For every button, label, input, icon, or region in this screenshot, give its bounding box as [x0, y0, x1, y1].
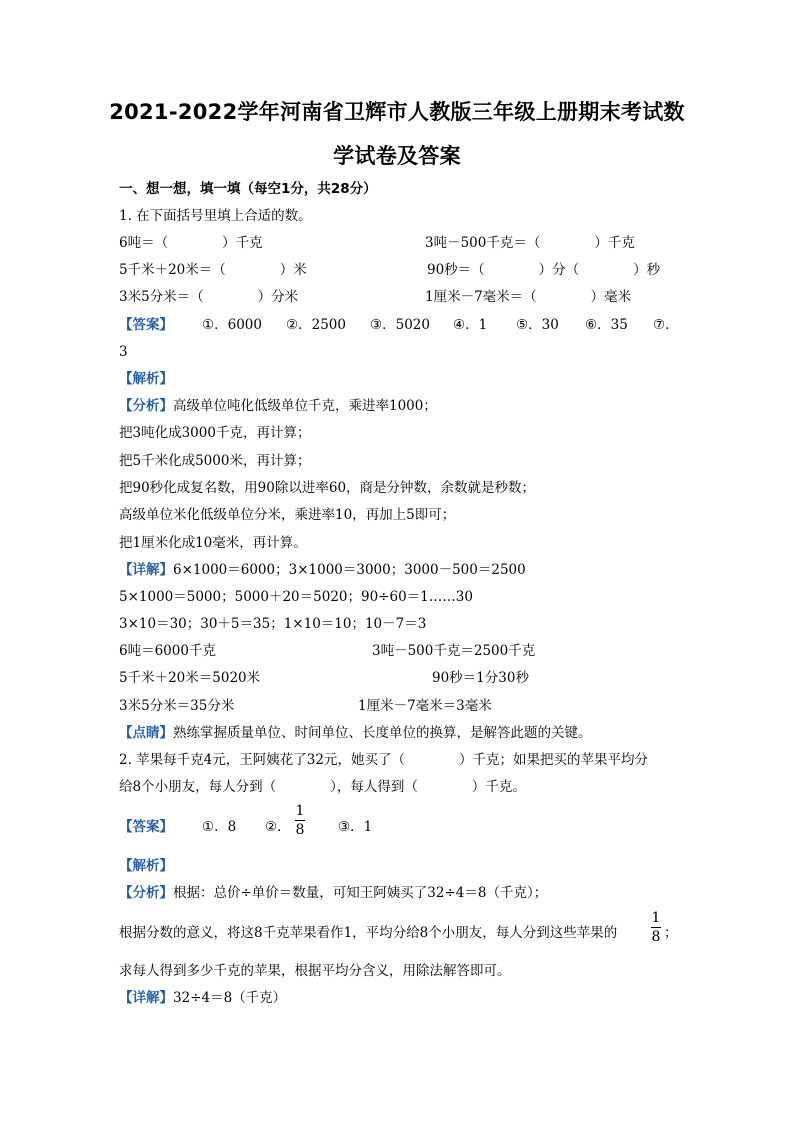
q1-result3-right: 1厘米－7毫米＝3毫米	[358, 698, 492, 714]
q2-fenxi-fraction	[651, 910, 661, 945]
q1-xiangjie-line1: 【详解】6×1000＝6000；3×1000＝3000；3000－500＝2500	[119, 562, 526, 578]
q2-answer-2-fraction	[295, 803, 305, 838]
document-title-line2: 学试卷及答案	[333, 144, 461, 168]
q2-answer-tag: 【答案】	[119, 819, 173, 835]
q2-xiangjie-line1: 【详解】32÷4＝8（千克）	[119, 990, 287, 1006]
q2-xiangjie-tag: 【详解】	[119, 990, 173, 1006]
q1-xiangjie-tag: 【详解】	[119, 562, 173, 578]
q1-answer-7: ⑦．	[653, 317, 679, 333]
q1-result2-left: 5千米＋20米＝5020米	[119, 670, 261, 686]
fraction-denominator: 8	[651, 929, 661, 945]
q1-row1-left: 6吨＝（ ）千克	[119, 235, 263, 251]
q1-fenxi-tag: 【分析】	[119, 398, 173, 414]
q1-row3-left: 3米5分米＝（ ）分米	[119, 289, 299, 305]
q1-answer-1: ①．6000	[202, 317, 262, 333]
q1-answer-2: ②．2500	[286, 317, 346, 333]
q1-result1-right: 3吨－500千克＝2500千克	[372, 643, 536, 659]
q2-answer-3: ③．1	[338, 819, 373, 835]
q1-answer-4: ④．1	[453, 317, 488, 333]
q2-stem-line1: 2. 苹果每千克4元，王阿姨花了32元，她买了（ ）千克；如果把买的苹果平均分	[119, 752, 648, 768]
q1-fenxi-line2: 把3吨化成3000千克，再计算；	[119, 425, 311, 441]
fraction-bar	[295, 820, 305, 821]
q1-fenxi-line4: 把90秒化成复名数，用90除以进率60，商是分钟数，余数就是秒数；	[119, 480, 536, 496]
q2-analysis-tag: 【解析】	[119, 858, 173, 874]
q2-answer-1: ①．8	[202, 819, 237, 835]
q1-answer-tag: 【答案】	[119, 317, 173, 333]
q1-answer-3: ③．5020	[370, 317, 430, 333]
q1-stem: 1. 在下面括号里填上合适的数。	[119, 208, 312, 224]
document-title-line1: 2021-2022学年河南省卫辉市人教版三年级上册期末考试数	[109, 100, 685, 124]
q2-fenxi-line3: 求每人得到多少千克的苹果，根据平均分含义，用除法解答即可。	[119, 963, 511, 979]
q1-row2-left: 5千米＋20米＝（ ）米	[119, 262, 307, 278]
q1-dianjing-tag: 【点睛】	[119, 725, 173, 741]
q1-xiangjie-line2: 5×1000＝5000；5000＋20＝5020；90÷60＝1……30	[119, 589, 473, 605]
q2-answer-2-prefix: ②．	[265, 819, 291, 835]
q2-fenxi-line2-end: ；	[664, 925, 678, 941]
q1-fenxi-line5: 高级单位米化低级单位分米，乘进率10，再加上5即可；	[119, 507, 456, 523]
q1-row3-right: 1厘米－7毫米＝（ ）毫米	[425, 289, 632, 305]
q1-answer-5: ⑤．30	[516, 317, 559, 333]
q1-result3-left: 3米5分米＝35分米	[119, 698, 235, 714]
q1-fenxi-line6: 把1厘米化成10毫米，再计算。	[119, 535, 307, 551]
q2-stem-line2: 给8个小朋友，每人分到（ ），每人得到（ ）千克。	[119, 779, 526, 795]
fraction-denominator: 8	[295, 822, 305, 838]
q1-dianjing: 【点睛】熟练掌握质量单位、时间单位、长度单位的换算，是解答此题的关键。	[119, 725, 592, 741]
q2-fenxi-tag: 【分析】	[119, 885, 173, 901]
q1-result1-left: 6吨＝6000千克	[119, 643, 216, 659]
q1-xiangjie-line3: 3×10＝30；30＋5＝35；1×10＝10；10－7＝3	[119, 616, 427, 632]
q1-fenxi-line1: 【分析】高级单位吨化低级单位千克，乘进率1000；	[119, 398, 437, 414]
q1-analysis-tag: 【解析】	[119, 371, 173, 387]
q1-row2-right: 90秒＝（ ）分（ ）秒	[427, 262, 661, 278]
section-heading: 一、想一想，填一填（每空1分，共28分）	[119, 181, 377, 197]
fraction-numerator: 1	[651, 910, 661, 926]
q1-answer-wrap: 3	[119, 344, 128, 360]
q2-fenxi-line1: 【分析】根据：总价÷单价＝数量，可知王阿姨买了32÷4＝8（千克）；	[119, 885, 548, 901]
q1-answer-6: ⑥．35	[585, 317, 628, 333]
q2-fenxi-line2: 根据分数的意义，将这8千克苹果看作1，平均分给8个小朋友，每人分到这些苹果的	[119, 925, 618, 941]
fraction-bar	[651, 927, 661, 928]
q1-result2-right: 90秒＝1分30秒	[432, 670, 529, 686]
q1-row1-right: 3吨－500千克＝（ ）千克	[425, 235, 635, 251]
fraction-numerator: 1	[295, 803, 305, 819]
q1-fenxi-line3: 把5千米化成5000米，再计算；	[119, 453, 311, 469]
